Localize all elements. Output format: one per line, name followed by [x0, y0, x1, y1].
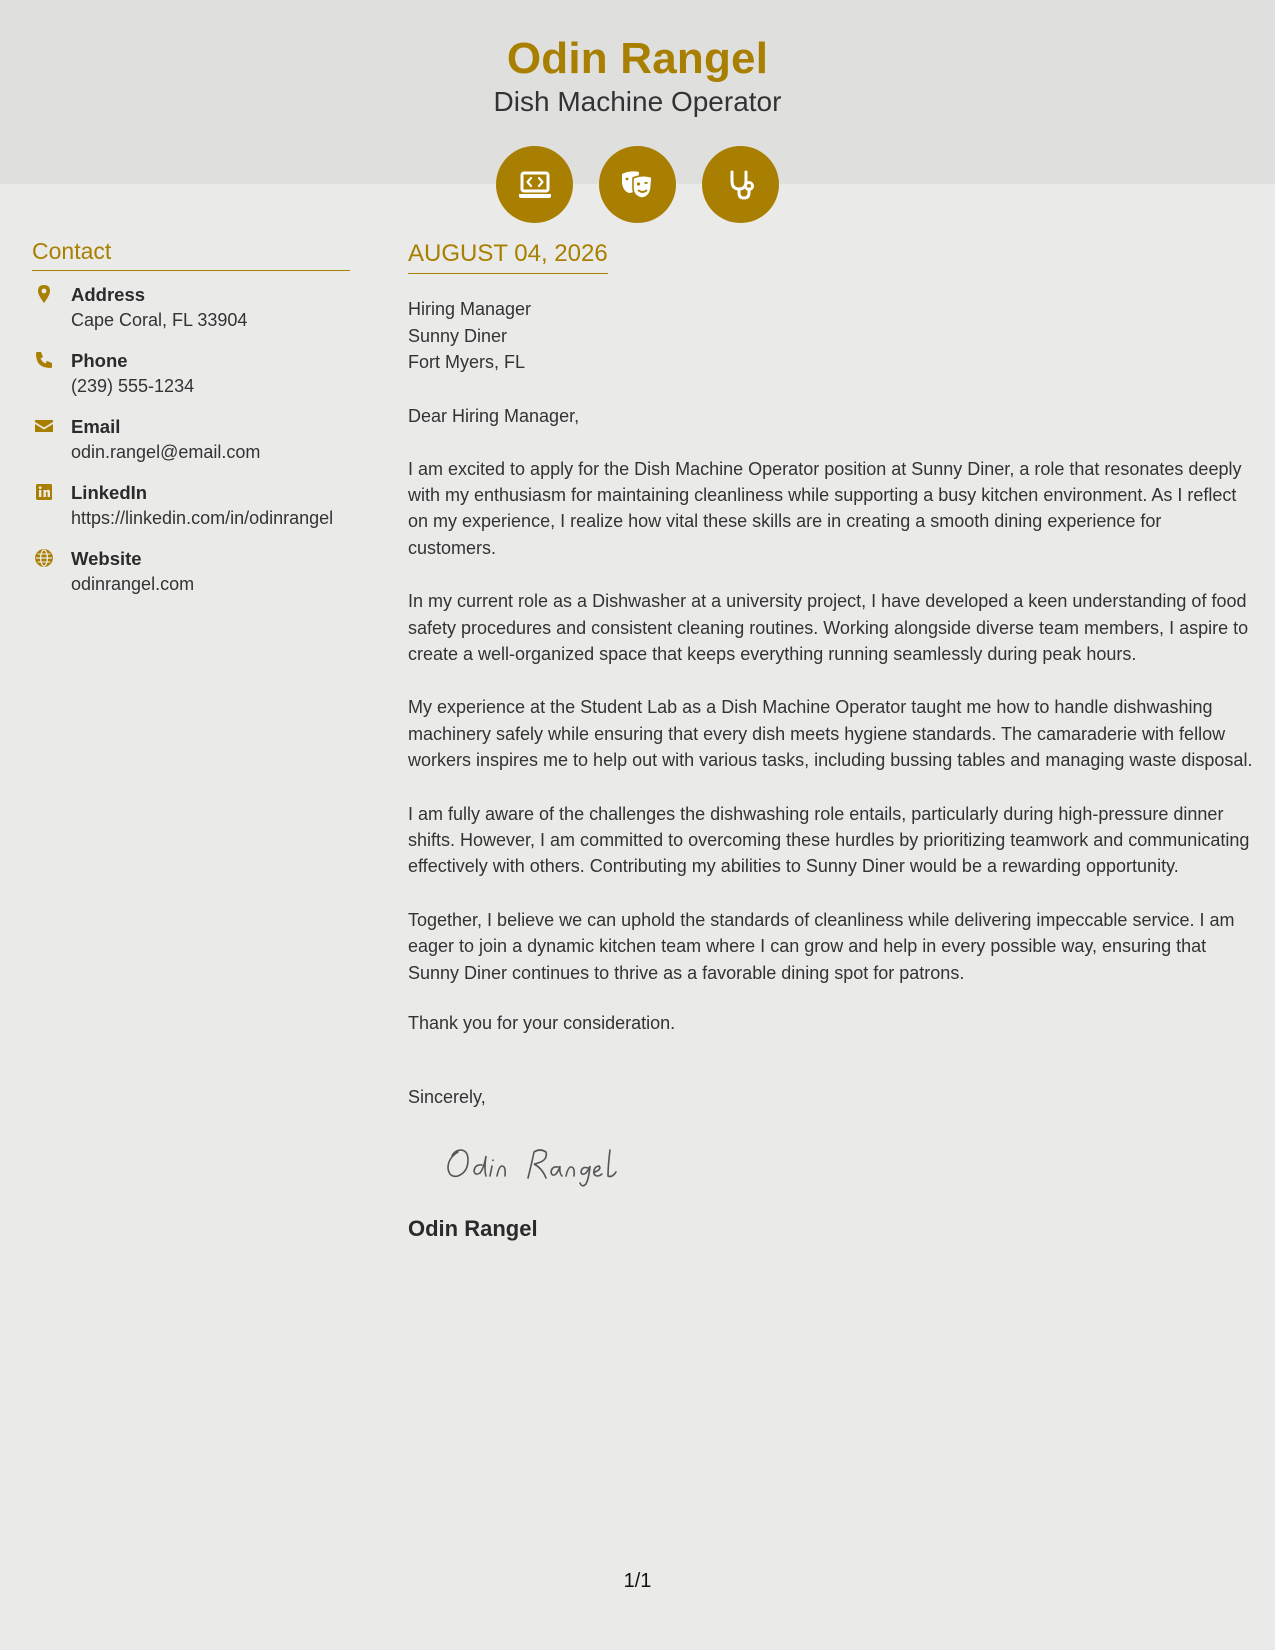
signed-name: Odin Rangel — [408, 1216, 538, 1241]
laptop-code-icon — [496, 146, 573, 223]
contact-value[interactable]: https://linkedin.com/in/odinrangel — [71, 508, 334, 528]
thanks-line: Thank you for your consideration. — [408, 1013, 676, 1033]
linkedin-icon — [34, 482, 54, 502]
contact-label: Phone — [71, 350, 128, 371]
contact-value[interactable]: odinrangel.com — [71, 574, 195, 594]
contact-label: Address — [71, 284, 146, 305]
contact-value: (239) 555-1234 — [71, 376, 195, 396]
applicant-name: Odin Rangel — [506, 34, 769, 83]
closing-line: Sincerely, — [408, 1087, 486, 1107]
letter-paragraph: Together, I believe we can uphold the standards of cleanliness while delivering impeccable service. I am eager to join a dynamic kitchen team where I can grow and help in every possible way, ensuring that Sunny Diner continues to thrive as a favorable dining spot for patrons. — [408, 909, 1235, 983]
recipient-line: Sunny Diner — [408, 325, 508, 346]
contact-value: Cape Coral, FL 33904 — [71, 310, 248, 330]
contact-value[interactable]: odin.rangel@email.com — [71, 442, 261, 462]
theater-masks-icon — [599, 146, 676, 223]
contact-label: Email — [71, 416, 121, 437]
contact-phone — [32, 348, 352, 399]
job-title: Dish Machine Operator — [493, 86, 782, 117]
contact-website — [32, 546, 352, 597]
contact-label: Website — [71, 548, 142, 569]
recipient-block — [408, 296, 1253, 376]
letter-body — [408, 240, 1253, 1242]
stethoscope-icon — [702, 146, 779, 223]
letter-date: AUGUST 04, 2026 — [408, 240, 608, 274]
salutation: Dear Hiring Manager, — [408, 405, 580, 426]
contact-address — [32, 282, 352, 333]
page-number: 1/1 — [623, 1570, 652, 1592]
recipient-line: Fort Myers, FL — [408, 352, 526, 372]
contact-email — [32, 414, 352, 465]
letter-paragraph: In my current role as a Dishwasher at a university project, I have developed a keen understanding of food safety procedures and consistent cleaning routines. Working alongside diverse team members, I aspire to create a well-organized space that keeps everything running seamlessly during peak hours. — [408, 591, 1249, 664]
phone-icon — [34, 350, 54, 370]
letter-paragraph: My experience at the Student Lab as a Dish Machine Operator taught me how to handle dishwashing machinery safely while ensuring that every dish meets hygiene standards. The camaraderie with fellow workers inspires me to help out with various tasks, including bussing tables and managing waste disposal. — [408, 697, 1253, 771]
letter-paragraph: I am fully aware of the challenges the dishwashing role entails, particularly during high-pressure dinner shifts. However, I am committed to overcoming these hurdles by prioritizing teamwork and communicating effectively with others. Contributing my abilities to Sunny Diner would be a rewarding opportunity. — [408, 803, 1250, 877]
contact-label: LinkedIn — [71, 482, 148, 503]
envelope-icon — [34, 416, 54, 436]
contact-linkedin — [32, 480, 352, 531]
map-pin-icon — [34, 284, 54, 304]
globe-icon — [34, 548, 54, 568]
contact-list — [32, 282, 352, 612]
recipient-line: Hiring Manager — [408, 299, 532, 319]
handwritten-signature — [442, 1138, 1253, 1190]
interest-icons — [496, 146, 779, 223]
letter-paragraph: I am excited to apply for the Dish Machine Operator position at Sunny Diner, a role that resonates deeply with my enthusiasm for maintaining cleanliness while supporting a busy kitchen environment. As I reflect on my experience, I realize how vital these skills are in creating a smooth dining experience for customers. — [408, 458, 1242, 558]
contact-heading: Contact — [32, 238, 350, 271]
